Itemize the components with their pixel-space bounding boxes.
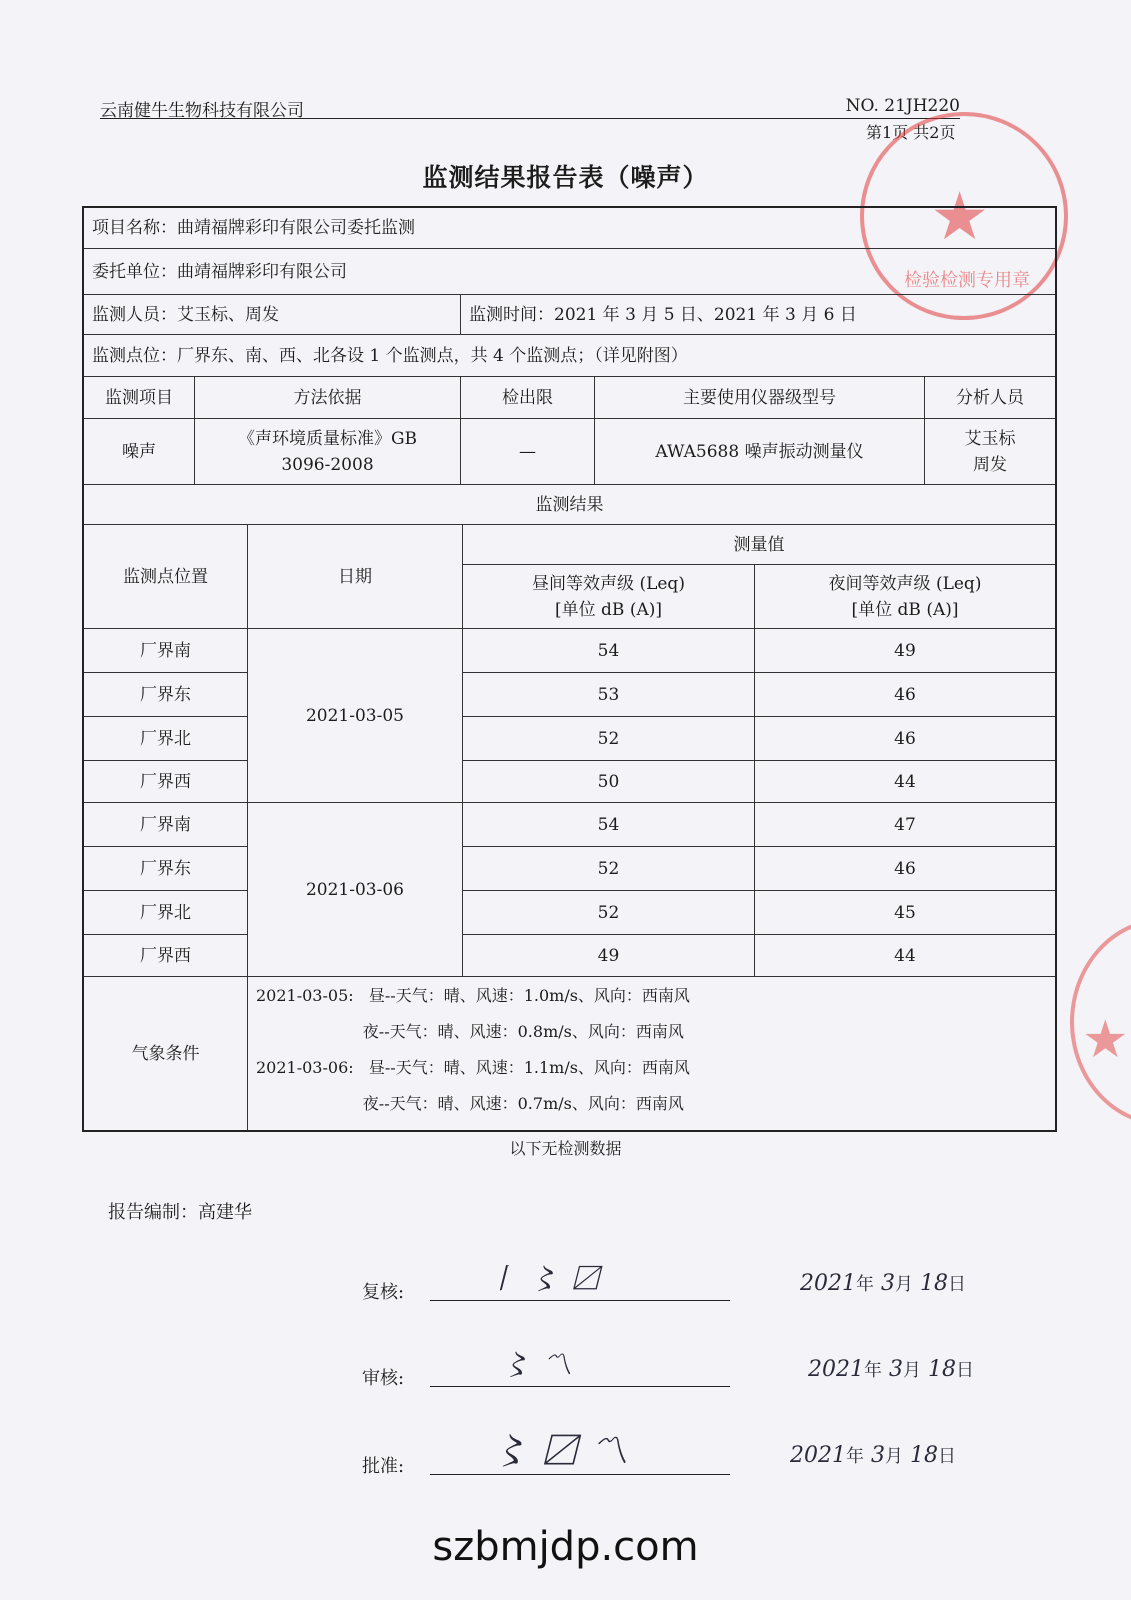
client-name: 委托单位：曲靖福牌彩印有限公司 <box>92 261 347 282</box>
audit-signature-icon: 〻〽 <box>500 1348 584 1383</box>
table-row-night: 46 <box>894 728 916 749</box>
monitoring-points: 监测点位：厂界东、南、西、北各设 1 个监测点，共 4 个监测点；（详见附图） <box>92 345 688 366</box>
approve-label: 批准: <box>362 1456 405 1477</box>
no-more-data-note: 以下无检测数据 <box>509 1139 622 1158</box>
method-item: 噪声 <box>122 441 156 462</box>
review-label: 复核: <box>362 1282 405 1303</box>
audit-date: 2021年 3月 18日 <box>808 1357 974 1382</box>
report-number: NO. 21JH220 <box>845 96 960 116</box>
review-signature-icon: 〡〻〼 <box>486 1262 612 1297</box>
table-row-day: 53 <box>597 684 620 705</box>
col-night-line1: 夜间等效声级 (Leq) <box>828 573 982 594</box>
watermark: szbmjdp.com <box>432 1524 699 1570</box>
table-row-day: 52 <box>597 902 620 923</box>
col-night <box>755 565 1055 628</box>
weather-line: 2021-03-06: 昼--天气：晴、风速：1.1m/s、风向：西南风 <box>256 1058 690 1077</box>
header-instrument: 主要使用仪器级型号 <box>683 387 836 408</box>
table-row-position: 厂界西 <box>140 771 191 792</box>
col-date: 日期 <box>338 566 372 587</box>
method-limit: — <box>519 441 536 462</box>
page-indicator: 第1页 共2页 <box>866 123 956 142</box>
seal-star-icon: ★ <box>930 178 990 255</box>
table-row-position: 厂界北 <box>140 728 191 749</box>
col-day <box>463 565 754 628</box>
table-row-position: 厂界东 <box>140 684 191 705</box>
report-table <box>82 206 1057 1132</box>
group-date: 2021-03-06 <box>305 879 404 900</box>
table-row-night: 45 <box>894 902 916 923</box>
table-row-day: 54 <box>597 640 620 661</box>
seal-star-icon: ★ <box>1082 1010 1129 1070</box>
monitoring-time: 监测时间：2021 年 3 月 5 日、2021 年 3 月 6 日 <box>469 304 857 325</box>
method-basis <box>195 419 460 484</box>
report-compiler: 报告编制：高建华 <box>108 1202 252 1223</box>
company-name: 云南健牛生物科技有限公司 <box>100 101 304 121</box>
header-line <box>100 96 960 119</box>
header-item: 监测项目 <box>105 387 173 408</box>
table-row-day: 50 <box>597 771 620 792</box>
method-instrument: AWA5688 噪声振动测量仪 <box>655 441 864 462</box>
weather-label: 气象条件 <box>131 1043 200 1064</box>
col-day-line1: 昼间等效声级 (Leq) <box>532 573 685 594</box>
table-row-night: 44 <box>894 771 916 792</box>
table-row-night: 46 <box>894 858 916 879</box>
col-day-line2: [单位 dB (A)] <box>555 599 662 620</box>
monitoring-personnel: 监测人员：艾玉标、周发 <box>92 304 279 325</box>
table-row-position: 厂界南 <box>140 814 191 835</box>
approve-signature-icon: 〻〼〽 <box>490 1429 641 1473</box>
analyst-line2: 周发 <box>973 454 1007 475</box>
approve-date: 2021年 3月 18日 <box>790 1443 956 1468</box>
analyst-line1: 艾玉标 <box>964 428 1016 449</box>
col-night-line2: [单位 dB (A)] <box>851 599 959 620</box>
project-name: 项目名称：曲靖福牌彩印有限公司委托监测 <box>92 218 415 238</box>
audit-label: 审核: <box>362 1368 405 1389</box>
results-title: 监测结果 <box>535 494 604 515</box>
weather-line: 夜--天气：晴、风速：0.7m/s、风向：西南风 <box>256 1094 684 1113</box>
col-measure: 测量值 <box>733 534 785 555</box>
table-row-night: 44 <box>894 945 916 966</box>
col-position: 监测点位置 <box>123 566 208 587</box>
table-row-position: 厂界东 <box>140 858 191 879</box>
table-row-day: 54 <box>597 814 620 835</box>
method-basis-line1: 《声环境质量标准》GB <box>237 428 418 449</box>
header-analyst: 分析人员 <box>956 387 1024 408</box>
table-row-position: 厂界北 <box>140 902 191 923</box>
table-row-day: 49 <box>597 945 620 966</box>
table-row-day: 52 <box>597 728 620 749</box>
page-title: 监测结果报告表（噪声） <box>422 163 709 192</box>
table-row-night: 47 <box>894 814 916 835</box>
weather-line: 2021-03-05: 昼--天气：晴、风速：1.0m/s、风向：西南风 <box>256 986 690 1005</box>
seal-text: 检验检测专用章 <box>904 270 1030 291</box>
table-row-day: 52 <box>597 858 620 879</box>
method-analyst <box>925 419 1055 484</box>
header-limit: 检出限 <box>502 387 553 408</box>
weather-line: 夜--天气：晴、风速：0.8m/s、风向：西南风 <box>256 1022 684 1041</box>
table-row-position: 厂界西 <box>140 945 191 966</box>
group-date: 2021-03-05 <box>305 705 404 726</box>
header-method: 方法依据 <box>293 387 362 408</box>
method-basis-line2: 3096-2008 <box>281 454 374 475</box>
table-row-position: 厂界南 <box>140 640 191 661</box>
table-row-night: 49 <box>894 640 916 661</box>
review-date: 2021年 3月 18日 <box>800 1271 966 1296</box>
table-row-night: 46 <box>894 684 916 705</box>
